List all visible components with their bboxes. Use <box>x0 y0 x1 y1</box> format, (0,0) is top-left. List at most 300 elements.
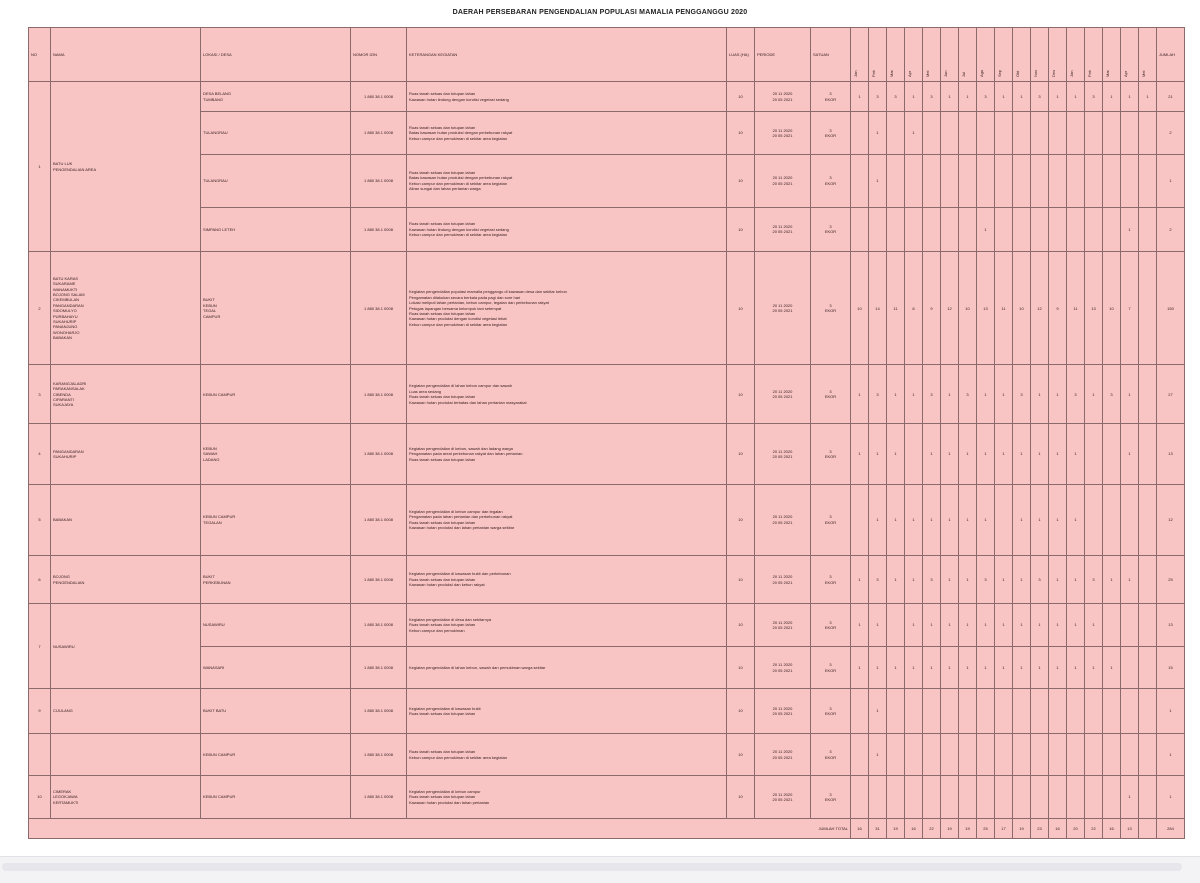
row-period: 20 11 2020 20 05 2021 <box>755 112 811 155</box>
row-count <box>1103 424 1121 485</box>
row-location: TULANGRAU <box>201 112 351 155</box>
row-location: SIMPANG LETEH <box>201 207 351 252</box>
row-count <box>923 733 941 776</box>
footer-count: 25 <box>977 819 995 839</box>
row-count <box>887 733 905 776</box>
row-count: 1 <box>977 604 995 647</box>
row-unit: 3 EKOR <box>811 604 851 647</box>
row-description: Ruas tanah seluas dan tutupan lahan Batas kawasan hutan produksi dengan perkebunan rakyat Kebun campur dan pemukiman di sekitar area kegiatan Aliran sungai dan lahan pertanian warga <box>407 154 727 207</box>
row-count: 8 <box>905 252 923 365</box>
row-unit: 3 EKOR <box>811 252 851 365</box>
row-count: 1 <box>995 82 1013 112</box>
row-total: 1 <box>1157 776 1185 819</box>
row-name: NUSAWIRU <box>51 604 201 689</box>
row-count: 3 <box>959 365 977 424</box>
row-count: 7 <box>1121 252 1139 365</box>
footer-count: 19 <box>887 819 905 839</box>
row-count: 1 <box>995 555 1013 604</box>
row-count <box>1085 484 1103 555</box>
row-count <box>941 207 959 252</box>
row-count <box>869 776 887 819</box>
scrollbar-thumb[interactable] <box>2 863 1182 871</box>
footer-count: 19 <box>959 819 977 839</box>
row-count <box>1085 776 1103 819</box>
header-month <box>1013 28 1031 82</box>
row-count <box>1139 424 1157 485</box>
row-count: 3 <box>923 555 941 604</box>
row-period: 20 11 2020 20 05 2021 <box>755 82 811 112</box>
row-permit: 1 880 38.1 0008 <box>351 207 407 252</box>
row-count: 3 <box>1013 365 1031 424</box>
row-number <box>29 733 51 776</box>
row-count: 10 <box>1103 252 1121 365</box>
row-unit: 3 EKOR <box>811 776 851 819</box>
row-count <box>995 776 1013 819</box>
row-location: KEBUN CAMPUR <box>201 365 351 424</box>
footer-count: 13 <box>1121 819 1139 839</box>
footer-count <box>1139 819 1157 839</box>
row-count <box>959 733 977 776</box>
row-area: 10 <box>727 689 755 734</box>
row-count: 1 <box>923 604 941 647</box>
row-location: DESA BELANG TUMBANG <box>201 82 351 112</box>
row-location: WANASARI <box>201 646 351 689</box>
row-number: 1 <box>29 82 51 252</box>
row-count: 1 <box>1049 82 1067 112</box>
row-period: 20 11 2020 20 05 2021 <box>755 365 811 424</box>
row-count: 1 <box>905 112 923 155</box>
row-permit: 1 880 38.1 0008 <box>351 646 407 689</box>
row-name: BOJONG PENGENDALIAN <box>51 555 201 604</box>
row-count <box>1049 207 1067 252</box>
row-count <box>1031 154 1049 207</box>
row-count <box>995 689 1013 734</box>
row-area: 10 <box>727 555 755 604</box>
row-number: 9 <box>29 689 51 734</box>
row-count <box>851 207 869 252</box>
header-total: JUMLAH <box>1157 28 1185 82</box>
footer-label: JUMLAH TOTAL <box>29 819 851 839</box>
row-unit: 3 EKOR <box>811 154 851 207</box>
row-unit: 3 EKOR <box>811 424 851 485</box>
row-count <box>1121 604 1139 647</box>
row-count <box>851 776 869 819</box>
row-total: 13 <box>1157 604 1185 647</box>
row-count: 1 <box>1049 646 1067 689</box>
row-count: 1 <box>1013 555 1031 604</box>
row-location: NUSAWIRU <box>201 604 351 647</box>
header-location: LOKASI / DESA <box>201 28 351 82</box>
row-count <box>1031 207 1049 252</box>
row-count <box>995 207 1013 252</box>
row-count <box>1013 154 1031 207</box>
row-permit: 1 880 38.1 0008 <box>351 604 407 647</box>
header-month <box>1085 28 1103 82</box>
footer-count: 22 <box>923 819 941 839</box>
row-count: 9 <box>1049 252 1067 365</box>
row-count: 10 <box>959 252 977 365</box>
row-count: 1 <box>869 646 887 689</box>
row-total: 2 <box>1157 112 1185 155</box>
row-count: 1 <box>959 484 977 555</box>
row-number: 5 <box>29 484 51 555</box>
header-month-label: Jan <box>853 70 858 77</box>
row-period: 20 11 2020 20 05 2021 <box>755 207 811 252</box>
row-count: 1 <box>1013 82 1031 112</box>
row-number: 6 <box>29 555 51 604</box>
row-description: Kegiatan pengendalian di lahan kebun campur dan sawah Luas area sedang Ruas tanah seluas dan tutupan lahan Kawasan hutan produksi terbatas dan lahan pertanian masyarakat <box>407 365 727 424</box>
row-count <box>1121 733 1139 776</box>
table-row <box>29 82 1185 112</box>
row-count: 1 <box>1067 424 1085 485</box>
row-count <box>959 154 977 207</box>
header-month <box>941 28 959 82</box>
header-no: NO <box>29 28 51 82</box>
row-count: 3 <box>977 555 995 604</box>
row-total: 1 <box>1157 154 1185 207</box>
row-count <box>1031 776 1049 819</box>
row-count: 1 <box>887 484 905 555</box>
row-count: 1 <box>887 365 905 424</box>
row-count <box>941 776 959 819</box>
footer-row <box>29 819 1185 839</box>
row-count: 3 <box>1031 555 1049 604</box>
row-permit: 1 880 38.1 0008 <box>351 484 407 555</box>
header-month <box>905 28 923 82</box>
table-row <box>29 154 1185 207</box>
row-count: 1 <box>869 154 887 207</box>
row-count <box>1085 689 1103 734</box>
row-count: 1 <box>959 82 977 112</box>
row-count <box>941 154 959 207</box>
row-count <box>1013 207 1031 252</box>
row-count: 1 <box>869 689 887 734</box>
row-area: 10 <box>727 207 755 252</box>
row-count: 3 <box>1103 365 1121 424</box>
row-count <box>1013 112 1031 155</box>
row-description: Ruas tanah seluas dan tutupan lahan Batas kawasan hutan produksi dengan perkebunan rakyat Kebun campur dan pemukiman di sekitar area kegiatan <box>407 112 727 155</box>
row-period: 20 11 2020 20 05 2021 <box>755 604 811 647</box>
header-month-label: Apr <box>907 70 912 77</box>
row-count <box>995 154 1013 207</box>
table-row <box>29 207 1185 252</box>
row-count <box>1139 365 1157 424</box>
row-count <box>1121 689 1139 734</box>
horizontal-scrollbar[interactable] <box>0 856 1200 883</box>
row-count <box>851 689 869 734</box>
row-location: KEBUN SAWAH LADANG <box>201 424 351 485</box>
row-total: 21 <box>1157 82 1185 112</box>
row-permit: 1 880 38.1 0008 <box>351 154 407 207</box>
row-count: 1 <box>941 555 959 604</box>
row-count <box>959 112 977 155</box>
row-count <box>1139 776 1157 819</box>
row-count: 1 <box>1103 82 1121 112</box>
table-row <box>29 112 1185 155</box>
row-count <box>1067 689 1085 734</box>
row-count <box>1139 154 1157 207</box>
row-location: BUKIT PERKEBUNAN <box>201 555 351 604</box>
row-count: 1 <box>923 424 941 485</box>
header-month-label: Des <box>1051 69 1056 77</box>
row-count <box>977 112 995 155</box>
row-count: 1 <box>851 555 869 604</box>
row-unit: 3 EKOR <box>811 646 851 689</box>
row-location: KEBUN CAMPUR <box>201 733 351 776</box>
row-count <box>1049 112 1067 155</box>
row-count: 1 <box>1085 646 1103 689</box>
row-location: KEBUN CAMPUR <box>201 776 351 819</box>
row-count <box>959 689 977 734</box>
row-name: BATU KARAS SUKARAME WANAMUKTI BOJONG SALAM CIKEMBULAN PANGANDARAN SIDOMULYO PURBAHAYU SUKAHURIP PANANJUNG WONOHARJO BABAKAN <box>51 252 201 365</box>
row-unit: 3 EKOR <box>811 112 851 155</box>
row-count: 1 <box>851 365 869 424</box>
row-count: 3 <box>869 555 887 604</box>
row-count: 1 <box>905 365 923 424</box>
row-count: 1 <box>1013 604 1031 647</box>
row-count <box>995 484 1013 555</box>
row-count: 1 <box>1121 776 1139 819</box>
row-count <box>851 154 869 207</box>
footer-count: 17 <box>995 819 1013 839</box>
row-count <box>1103 776 1121 819</box>
row-count <box>1139 555 1157 604</box>
row-count <box>1121 484 1139 555</box>
header-month-label: Mar <box>1105 69 1110 77</box>
row-count: 1 <box>1013 646 1031 689</box>
footer-count: 19 <box>1013 819 1031 839</box>
row-name: CIJULANG <box>51 689 201 734</box>
row-count <box>887 112 905 155</box>
row-count: 1 <box>851 424 869 485</box>
row-count: 1 <box>1067 555 1085 604</box>
row-count: 3 <box>1085 555 1103 604</box>
row-count: 1 <box>1049 424 1067 485</box>
row-count: 9 <box>923 252 941 365</box>
row-name: PANGANDARAN SUKAHURIP <box>51 424 201 485</box>
header-month-label: Okt <box>1015 70 1020 77</box>
header-month <box>1139 28 1157 82</box>
row-count <box>977 154 995 207</box>
row-description: Kegiatan pengendalian di kawasan bukit Ruas tanah seluas dan tutupan lahan <box>407 689 727 734</box>
row-unit: 3 EKOR <box>811 207 851 252</box>
row-count: 1 <box>1049 555 1067 604</box>
row-count <box>1067 154 1085 207</box>
header-unit: SATUAN <box>811 28 851 82</box>
row-count: 1 <box>905 604 923 647</box>
row-count: 12 <box>1031 252 1049 365</box>
header-month-label: Jul <box>961 71 966 77</box>
row-count: 1 <box>887 424 905 485</box>
row-count: 1 <box>1031 484 1049 555</box>
row-count <box>1031 733 1049 776</box>
row-unit: 3 EKOR <box>811 555 851 604</box>
header-month-label: Apr <box>1123 70 1128 77</box>
header-month <box>959 28 977 82</box>
row-period: 20 11 2020 20 05 2021 <box>755 555 811 604</box>
row-count <box>851 733 869 776</box>
row-permit: 1 880 38.1 0008 <box>351 733 407 776</box>
row-count <box>887 776 905 819</box>
row-count <box>959 207 977 252</box>
table-row <box>29 555 1185 604</box>
table-row <box>29 689 1185 734</box>
row-count: 1 <box>977 424 995 485</box>
row-count: 1 <box>869 484 887 555</box>
row-count <box>905 689 923 734</box>
header-month-label: Mei <box>925 70 930 77</box>
table-row <box>29 646 1185 689</box>
table-row <box>29 604 1185 647</box>
row-count: 14 <box>869 252 887 365</box>
row-total: 150 <box>1157 252 1185 365</box>
row-count <box>1139 733 1157 776</box>
document-title: DAERAH PERSEBARAN PENGENDALIAN POPULASI MAMALIA PENGGANGGU 2020 <box>452 9 748 16</box>
row-count: 10 <box>851 252 869 365</box>
row-area: 10 <box>727 484 755 555</box>
row-period: 20 11 2020 20 05 2021 <box>755 154 811 207</box>
row-count <box>905 424 923 485</box>
row-count <box>977 733 995 776</box>
row-name: BATU LUK PENGENDALIAN AREA <box>51 82 201 252</box>
row-count: 1 <box>995 646 1013 689</box>
row-area: 10 <box>727 365 755 424</box>
row-count: 1 <box>941 365 959 424</box>
row-count <box>941 733 959 776</box>
row-count: 1 <box>1049 604 1067 647</box>
row-count <box>1121 112 1139 155</box>
row-count: 1 <box>869 424 887 485</box>
row-total: 2 <box>1157 207 1185 252</box>
header-period: PERIODE <box>755 28 811 82</box>
row-count <box>887 154 905 207</box>
row-area: 10 <box>727 154 755 207</box>
row-count <box>1103 154 1121 207</box>
header-month <box>887 28 905 82</box>
header-month-label: Feb <box>1087 69 1092 77</box>
header-month-label: Jun <box>943 70 948 77</box>
row-count: 3 <box>869 365 887 424</box>
row-count <box>1103 207 1121 252</box>
row-count: 1 <box>905 82 923 112</box>
row-count: 1 <box>1067 484 1085 555</box>
header-month <box>869 28 887 82</box>
row-count: 1 <box>1031 604 1049 647</box>
row-count: 1 <box>1031 424 1049 485</box>
row-count: 1 <box>923 646 941 689</box>
row-count: 1 <box>977 365 995 424</box>
row-description: Ruas tanah seluas dan tutupan lahan Kebun campur dan pemukiman di sekitar area kegiatan <box>407 733 727 776</box>
row-period: 20 11 2020 20 05 2021 <box>755 689 811 734</box>
row-description: Kegiatan pengendalian di kawasan bukit dan perkebunan Ruas tanah seluas dan tutupan lahan Kawasan hutan produksi dan kebun rakyat <box>407 555 727 604</box>
row-count: 1 <box>887 555 905 604</box>
data-table <box>28 27 1185 839</box>
row-count <box>887 604 905 647</box>
row-count: 1 <box>851 646 869 689</box>
table-row <box>29 252 1185 365</box>
footer-count: 23 <box>1031 819 1049 839</box>
row-permit: 1 880 38.1 0008 <box>351 689 407 734</box>
row-unit: 3 EKOR <box>811 82 851 112</box>
header-permit: NOMOR IZIN <box>351 28 407 82</box>
row-count <box>923 154 941 207</box>
row-count <box>1013 733 1031 776</box>
row-count: 1 <box>941 604 959 647</box>
row-count <box>851 112 869 155</box>
row-count: 3 <box>1031 82 1049 112</box>
row-count: 1 <box>941 646 959 689</box>
row-count <box>1139 252 1157 365</box>
row-permit: 1 880 38.1 0008 <box>351 776 407 819</box>
row-count <box>1049 154 1067 207</box>
row-count: 3 <box>869 82 887 112</box>
row-count <box>1085 154 1103 207</box>
row-count: 1 <box>1067 82 1085 112</box>
row-count: 3 <box>977 82 995 112</box>
row-count: 1 <box>977 646 995 689</box>
row-count: 1 <box>869 604 887 647</box>
row-count: 3 <box>923 82 941 112</box>
row-count <box>923 689 941 734</box>
row-description: Ruas tanah seluas dan tutupan lahan Kawasan hutan lindung dengan kondisi vegetasi sedang <box>407 82 727 112</box>
header-description: KETERANGAN KEGIATAN <box>407 28 727 82</box>
row-total: 15 <box>1157 646 1185 689</box>
row-count <box>923 776 941 819</box>
row-period: 20 11 2020 20 05 2021 <box>755 646 811 689</box>
row-location: KEBUN CAMPUR TEGALAN <box>201 484 351 555</box>
row-count <box>1067 207 1085 252</box>
header-month-label: Mei <box>1141 70 1146 77</box>
row-count: 10 <box>1013 252 1031 365</box>
row-count <box>905 776 923 819</box>
row-count <box>1049 689 1067 734</box>
row-count: 11 <box>887 252 905 365</box>
row-name: KARANGJALADRI PARAKANSALAK CIBENDA CIPARANTI SUKAJAYA <box>51 365 201 424</box>
row-number: 4 <box>29 424 51 485</box>
row-count <box>1085 424 1103 485</box>
row-count <box>887 689 905 734</box>
row-count: 1 <box>1067 646 1085 689</box>
row-count: 1 <box>1121 424 1139 485</box>
row-count <box>1085 207 1103 252</box>
row-count <box>1103 484 1121 555</box>
row-area: 10 <box>727 252 755 365</box>
row-count: 3 <box>1067 365 1085 424</box>
table-row <box>29 484 1185 555</box>
row-count: 1 <box>959 424 977 485</box>
row-area: 10 <box>727 82 755 112</box>
row-count: 1 <box>905 646 923 689</box>
row-count: 1 <box>959 604 977 647</box>
row-count: 1 <box>941 484 959 555</box>
footer-count: 22 <box>1085 819 1103 839</box>
row-count <box>1103 733 1121 776</box>
row-area: 10 <box>727 733 755 776</box>
row-name <box>51 733 201 776</box>
row-count <box>1103 689 1121 734</box>
row-count: 1 <box>1139 82 1157 112</box>
row-count: 1 <box>1031 365 1049 424</box>
footer-count: 16 <box>905 819 923 839</box>
row-count <box>923 207 941 252</box>
row-permit: 1 880 38.1 0008 <box>351 365 407 424</box>
row-permit: 1 880 38.1 0008 <box>351 82 407 112</box>
row-count <box>1139 207 1157 252</box>
row-count: 1 <box>851 82 869 112</box>
row-location: BUKIT KEBUN TEGAL CAMPUR <box>201 252 351 365</box>
row-total: 25 <box>1157 555 1185 604</box>
row-count: 3 <box>923 365 941 424</box>
